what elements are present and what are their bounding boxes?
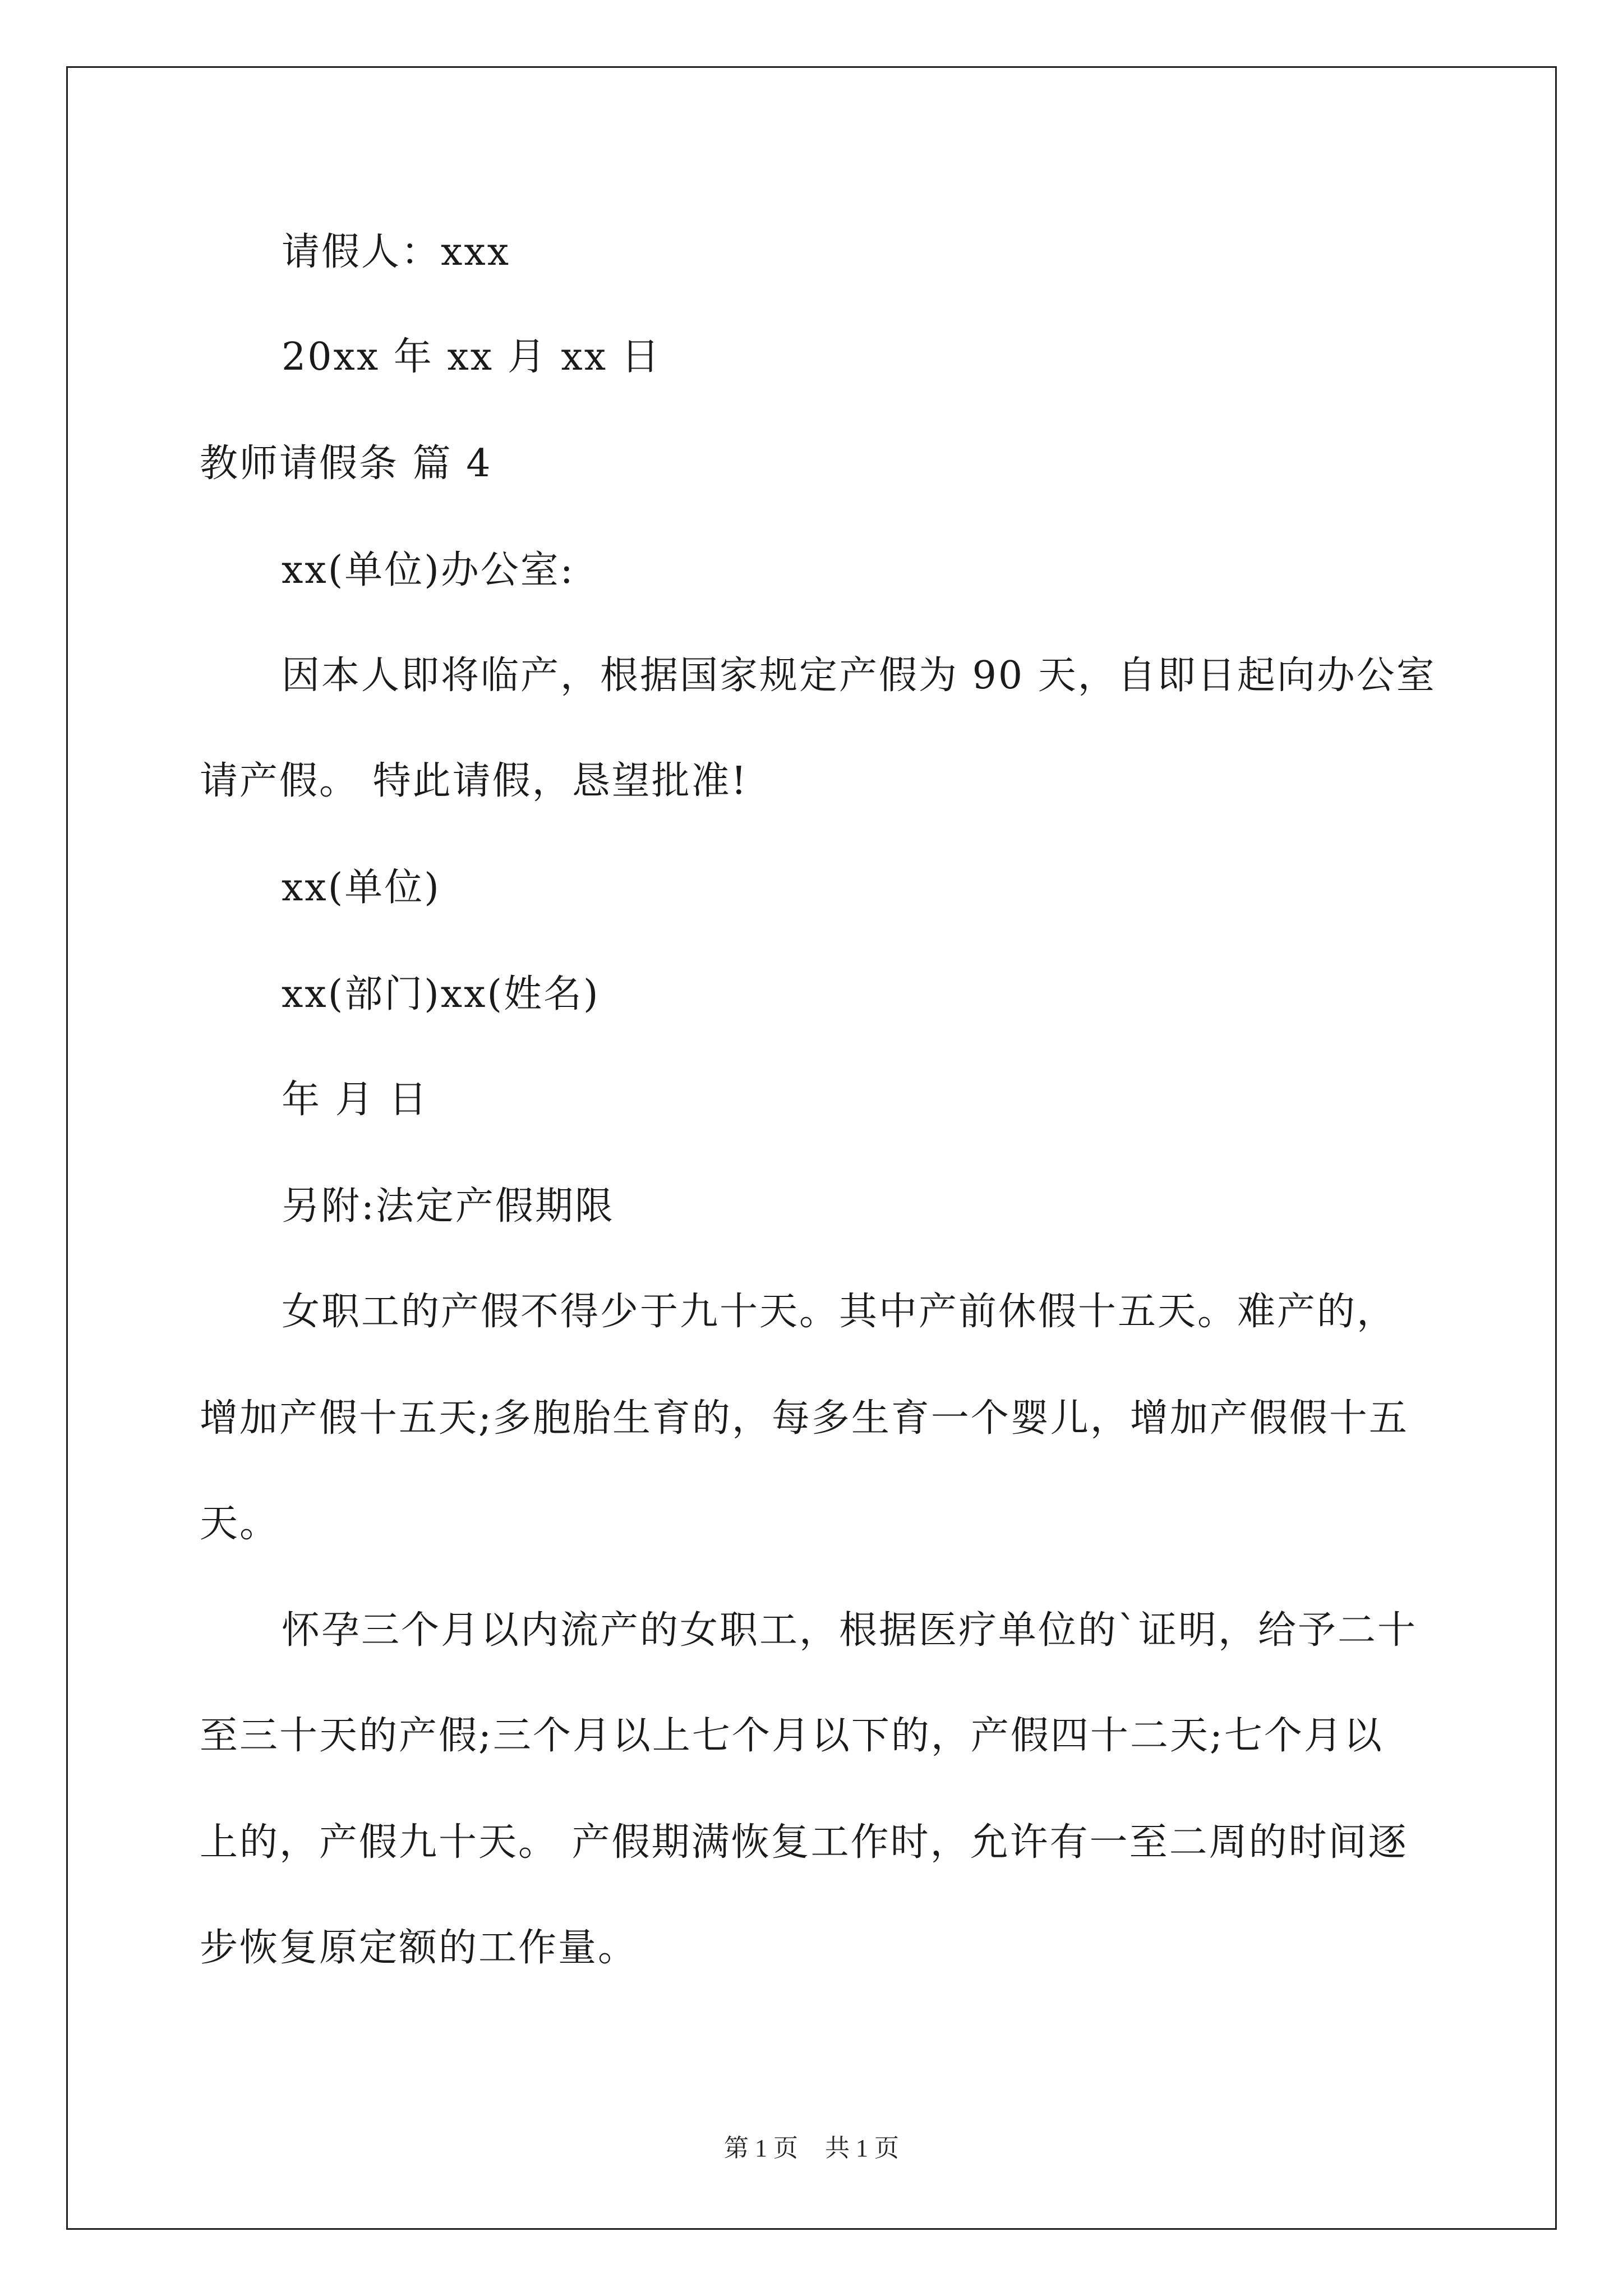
- page-border: [66, 66, 1557, 2230]
- appendix-paragraph-line: 天。: [200, 1502, 280, 1546]
- appendix-paragraph-line: 增加产假十五天;多胞胎生育的，每多生育一个婴儿，增加产假假十五: [200, 1396, 1409, 1441]
- section-heading: 教师请假条 篇 4: [200, 441, 492, 486]
- appendix-paragraph-line: 怀孕三个月以内流产的女职工，根据医疗单位的`证明，给予二十: [282, 1608, 1418, 1653]
- applicant-line: 请假人：xxx: [282, 230, 511, 274]
- appendix-paragraph-line: 女职工的产假不得少于九十天。其中产前休假十五天。难产的，: [282, 1290, 1397, 1334]
- signature-dept-name: xx(部门)xx(姓名): [282, 972, 600, 1016]
- signature-unit: xx(单位): [282, 866, 441, 910]
- date-line: 20xx 年 xx 月 xx 日: [282, 335, 661, 379]
- page-footer: [0, 2132, 1623, 2165]
- body-paragraph-line: 因本人即将临产，根据国家规定产假为 90 天，自即日起向办公室: [282, 654, 1436, 698]
- appendix-paragraph-line: 步恢复原定额的工作量。: [200, 1926, 638, 1970]
- signature-date: 年 月 日: [282, 1078, 429, 1122]
- page-number-current: 第 1 页: [724, 2134, 798, 2162]
- appendix-paragraph-line: 至三十天的产假;三个月以上七个月以下的，产假四十二天;七个月以: [200, 1714, 1384, 1758]
- appendix-heading: 另附:法定产假期限: [282, 1184, 615, 1228]
- appendix-paragraph-line: 上的，产假九十天。 产假期满恢复工作时，允许有一至二周的时间逐: [200, 1820, 1408, 1865]
- page-number-total: 共 1 页: [825, 2134, 899, 2162]
- salutation: xx(单位)办公室:: [282, 548, 575, 592]
- body-paragraph-line: 请产假。 特此请假，恳望批准!: [200, 759, 748, 803]
